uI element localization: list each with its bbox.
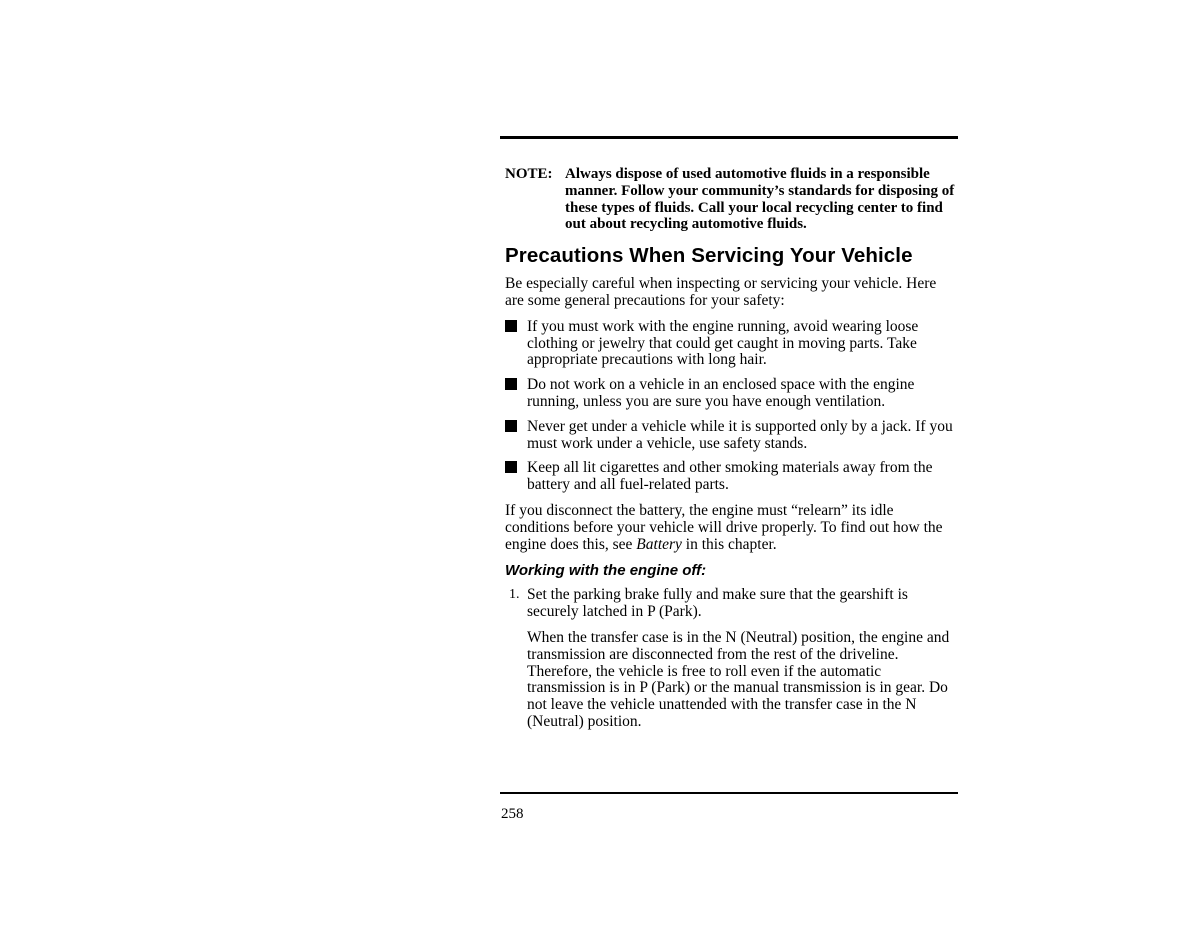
list-item <box>505 460 957 494</box>
list-item-text: Do not work on a vehicle in an enclosed space with the engine running, unless you are sure you have enough ventilation. <box>527 376 915 410</box>
list-item-text: If you must work with the engine running, avoid wearing loose clothing or jewelry that could get caught in moving parts. Take appropriate precautions with long hair. <box>527 317 919 369</box>
page-number: 258 <box>501 806 524 822</box>
step-number: 1. <box>509 587 520 603</box>
section-title: Precautions When Servicing Your Vehicle <box>505 244 913 268</box>
precautions-list <box>505 319 957 494</box>
bullet-square-icon <box>505 378 517 390</box>
note-label: NOTE: <box>505 166 553 182</box>
top-rule <box>500 136 958 139</box>
page-content <box>505 166 957 731</box>
section-intro: Be especially careful when inspecting or servicing your vehicle. Here are some general precautions for your safety: <box>505 275 937 309</box>
list-item <box>505 419 957 453</box>
bullet-square-icon <box>505 320 517 332</box>
battery-paragraph <box>505 503 957 553</box>
bottom-rule <box>500 792 958 794</box>
steps-list <box>505 587 957 730</box>
note-block <box>505 166 957 233</box>
list-item-text: Keep all lit cigarettes and other smoking materials away from the battery and all fuel-related parts. <box>527 459 933 494</box>
engine-off-subtitle: Working with the engine off: <box>505 562 707 580</box>
bullet-square-icon <box>505 461 517 473</box>
battery-text-before: If you disconnect the battery, the engine must “relearn” its idle conditions before your vehicle will drive properly. To find out how the engine does this, see <box>505 501 943 553</box>
list-item <box>505 377 957 411</box>
note-text: Always dispose of used automotive fluids in a responsible manner. Follow your community’s standards for disposing of these types of fluids. Call your local recycling center to find out about recycling automotive fluids. <box>565 166 955 233</box>
step-detail: When the transfer case is in the N (Neutral) position, the engine and transmission are disconnected from the rest of the driveline. Therefore, the vehicle is free to roll even if the automatic transmission is in P (Park) or the manual transmission is in gear. Do not leave the vehicle unattended with the transfer case in the N (Neutral) position. <box>527 628 950 730</box>
bullet-square-icon <box>505 420 517 432</box>
step-item <box>505 587 957 621</box>
list-item-text: Never get under a vehicle while it is supported only by a jack. If you must work under a vehicle, use safety stands. <box>527 417 953 452</box>
step-text: Set the parking brake fully and make sure that the gearshift is securely latched in P (Park). <box>527 586 908 621</box>
battery-text-after: in this chapter. <box>681 535 777 553</box>
list-item <box>505 319 957 369</box>
battery-reference: Battery <box>636 535 682 553</box>
